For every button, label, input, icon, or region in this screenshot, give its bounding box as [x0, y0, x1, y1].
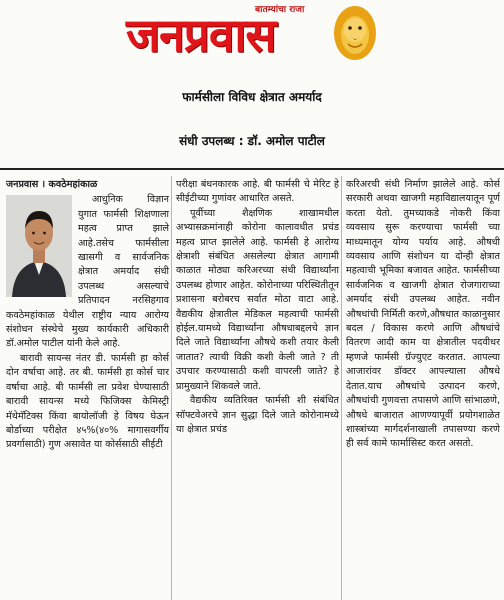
newspaper-logo: जनप्रवास: [126, 8, 276, 62]
portrait-icon: [6, 195, 72, 297]
masthead-tagline: बातम्यांचा राजा: [255, 5, 305, 15]
headline-divider: [0, 168, 504, 170]
lion-logo-icon: [333, 4, 377, 62]
article-paragraph: करिअरची संधी निर्माण झालेले आहे. कोर्स सरकारी अथवा खाजगी महाविद्यालयातून पूर्ण करता येतो. तुमच्याकडे नोकरी किंवा व्यवसाय सुरू करण्याचा फार्मसी च्या माध्यमातून योग्य पर्याय आहे. औषधी व्यवसाय आणि संशोधन या दोन्ही क्षेत्रात महत्वाची भूमिका बजावत आहेत. फार्मसीच्या सार्वजनिक व खाजगी क्षेत्रात रोजगाराच्या अमर्याद संधी उपलब्ध आहेत. नवीन औषधांची निर्मिती करणे,औषधात काळानुसार बदल / विकास करणे आणि औषधांचे वितरण आदी काम या क्षेत्रातील पदवीधर म्हणजे फार्मसी ग्रॅज्युएट करतात. आपल्या आजारांवर डॉक्टर आपल्याला औषधे देतात.याच औषधांचे उत्पादन करणे, औषधांची गुणवत्ता तपासणे आणि सांभाळणे, औषधे बाजारात आणण्यापूर्वी प्रयोगशाळेत शास्त्रांच्या मार्गदर्शनाखाली तपासण्या करणे ही सर्व कामे फार्मासिस्ट करत असतो.: [346, 179, 500, 450]
article-column-2: [176, 178, 339, 600]
headline-line-1: फार्मसीला विविध क्षेत्रात अमर्याद: [182, 90, 322, 104]
column-divider: [341, 176, 342, 600]
author-photo: [6, 195, 72, 297]
masthead: [0, 0, 504, 70]
article-paragraph: वैद्यकीय व्यतिरिक्त फार्मसी शी संबंधित सॉफ्टवेअरचे ज्ञान सुद्धा दिले जाते कोरोनामध्ये या क्षेत्रात प्रचंड: [176, 395, 339, 435]
article-paragraph: पूर्वीच्या शैक्षणिक शाखामधील अभ्यासक्रमांनाही कोरोना कालावधीत प्रचंड महत्व प्राप्त झालेले आहे. फार्मसी हे आरोग्य क्षेत्राशी संबंधित असलेल्या क्षेत्रात आगामी काळात मोठ्या करिअरच्या संधी विद्यार्थ्यांना उपलब्ध होणार आहेत. कोरोनाच्या परिस्थितीतून प्रशासना बरोबरच सर्वात मोठा वाटा आहे. वैद्यकीय क्षेत्रातील मेडिकल महत्वाची फार्मसी होईल.यामध्ये विद्यार्थ्यांना औषधाबद्दलचे ज्ञान दिले जाते विद्यार्थ्यांना औषधे कशी तयार केली जातात? त्याची विक्री कशी केली जाते ? ती उपचार करण्यासाठी कशी वापरली जाते? हे प्रामुख्याने शिकवले जाते.: [176, 207, 339, 392]
article-paragraph: परीक्षा बंधनकारक आहे. बी फार्मसी चे मेरिट हे सीईटीच्या गुणांवर आधारित असते.: [176, 179, 339, 205]
column-divider: [171, 176, 172, 600]
article-column-1: [6, 178, 169, 600]
dateline: जनप्रवास । कवठेमहांकाळ: [6, 179, 98, 190]
article-column-3: [346, 178, 500, 600]
article-paragraph: बारावी सायन्स नंतर डी. फार्मसी हा कोर्स दोन वर्षाचा आहे. तर बी. फार्मसी हा कोर्स चार वर्षाचा आहे. बी फार्मसी ला प्रवेश घेण्यासाठी बारावी सायन्स मध्ये फिजिक्स केमिस्ट्री मॅथेमॅटिक्स किंवा बायोलॉजी हे विषय घेऊन बोर्डाच्या परीक्षेत ४५%(४०% मागासवर्गीय प्रवर्गासाठी) गुण असावेत या कोर्ससाठी सीईटी: [6, 352, 169, 451]
article-paragraph: आधुनिक विज्ञान युगात फार्मसी शिक्षणाला महत्व प्राप्त झाले आहे.तसेच फार्मसीला खासगी व सार्वजनिक क्षेत्रात अमर्याद संधी उपलब्ध असल्याचे प्रतिपादन नरसिहगाव कवठेमहांकाळ येथील राष्ट्रीय न्याय आरोग्य संशोधन संस्थेचे मुख्य कार्यकारी अधिकारी डॉ.अमोल पाटील यांनी केले आहे.: [6, 194, 169, 350]
headline-line-2: संधी उपलब्ध : डॉ. अमोल पाटील: [179, 134, 325, 148]
